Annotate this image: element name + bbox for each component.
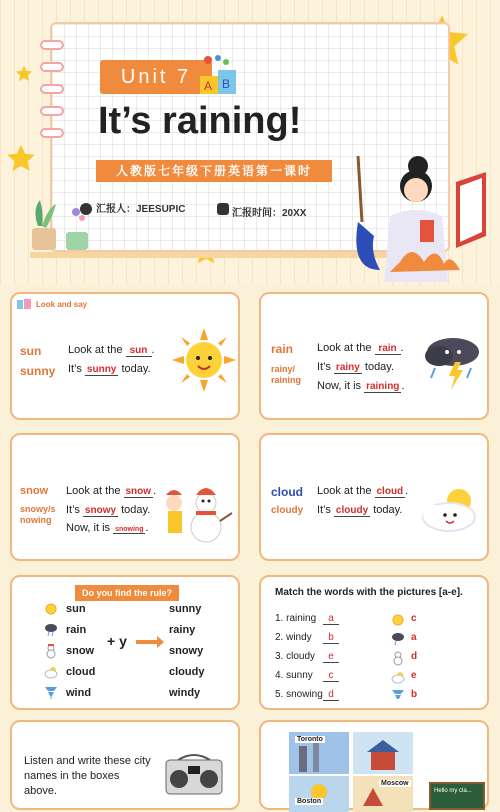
vocab-word: sunny: [20, 364, 56, 378]
rule-row: snow snowy: [12, 643, 242, 661]
radio-icon[interactable]: [164, 752, 224, 796]
tornado-icon: [391, 689, 405, 703]
listen-instruction: Listen and write these city names in the boxes above.: [24, 755, 151, 797]
rain-icon: [391, 632, 405, 646]
answer-blank[interactable]: c: [323, 670, 339, 682]
title-slide: [0, 0, 500, 285]
answer-blank[interactable]: d: [323, 689, 339, 701]
sentence-line: It’s cloudy today.: [317, 504, 403, 516]
chalkboard: Hello my cla...: [429, 782, 485, 810]
cities-card: [259, 720, 489, 810]
sun-icon: [44, 602, 58, 616]
cloud-icon: [391, 670, 405, 684]
match-title: Match the words with the pictures [a-e].: [275, 587, 463, 598]
answer-blank[interactable]: cloud: [376, 486, 404, 497]
sun-icon: [172, 328, 236, 392]
storm-cloud-icon: [421, 332, 483, 392]
ring-icon: [40, 40, 64, 50]
match-row: 3. cloudy e d: [275, 651, 485, 669]
answer-blank[interactable]: snowy: [84, 505, 117, 516]
rule-card: [10, 575, 240, 710]
vocab-word: rain: [271, 342, 294, 356]
arrow-right-icon: [136, 640, 158, 644]
tornado-icon: [44, 686, 58, 700]
plus-y-label: + y: [107, 633, 127, 649]
answer-blank[interactable]: cloudy: [335, 505, 369, 516]
star-icon: [4, 142, 38, 176]
listen-card: [10, 720, 240, 810]
teacher-illustration: [340, 152, 490, 282]
sentence-line: It’s rainy today.: [317, 361, 395, 373]
match-card: [259, 575, 489, 710]
ring-icon: [40, 128, 64, 138]
answer-blank[interactable]: a: [323, 613, 339, 625]
vocab-word: sun: [20, 344, 42, 358]
unit-label: Unit 7: [100, 60, 212, 94]
answer-blank[interactable]: sun: [126, 345, 152, 357]
lesson-card-snow: [10, 433, 240, 561]
abc-blocks-icon: [198, 52, 240, 98]
answer-blank[interactable]: rainy: [335, 362, 360, 373]
look-and-say-label: Look and say: [36, 300, 88, 309]
rule-row: rain rainy: [12, 622, 242, 640]
abc-letter-a: A: [204, 79, 213, 93]
vocab-word: cloudy: [271, 505, 304, 516]
subtitle-banner: 人教版七年级下册英语第一课时: [96, 160, 332, 182]
page-title: It’s raining!: [98, 100, 302, 142]
rule-title: Do you find the rule?: [75, 585, 179, 601]
sentence-line: Now, it is raining .: [317, 380, 405, 392]
answer-blank[interactable]: e: [323, 651, 339, 663]
picture-letter: d: [411, 651, 418, 662]
rule-row: wind windy: [12, 685, 242, 703]
sentence-line: Look at the cloud .: [317, 485, 409, 497]
abc-letter-b: B: [222, 77, 231, 91]
picture-letter: e: [411, 670, 417, 681]
city-label: Toronto: [297, 736, 323, 743]
cloud-sun-icon: [417, 483, 485, 539]
potted-plant-icon: [26, 196, 96, 256]
lesson-card-rain: [259, 292, 489, 420]
ring-icon: [40, 106, 64, 116]
match-row: 4. sunny c e: [275, 670, 485, 688]
sentence-line: Look at the snow .: [66, 485, 157, 497]
book-icon: [16, 298, 32, 310]
match-row: 1. raining a c: [275, 613, 485, 631]
city-label: Moscow: [381, 780, 409, 787]
answer-blank[interactable]: rain: [375, 343, 401, 355]
rule-row: cloud cloudy: [12, 664, 242, 682]
ring-icon: [40, 84, 64, 94]
reporter-label: 汇报人：JEESUPIC: [96, 204, 186, 215]
answer-blank[interactable]: snowing: [115, 526, 144, 533]
vocab-word: cloud: [271, 485, 303, 499]
sentence-line: Now, it is snowing .: [66, 522, 149, 534]
vocab-word: snow: [20, 485, 49, 497]
picture-letter: c: [411, 613, 417, 624]
sentence-line: Look at the sun .: [68, 344, 155, 356]
sentence-line: It’s snowy today.: [66, 504, 151, 516]
sun-icon: [391, 613, 405, 627]
snowman-icon: [391, 651, 405, 665]
answer-blank[interactable]: sunny: [86, 364, 117, 375]
city-label: Boston: [297, 798, 322, 805]
vocab-word: snowy/s nowing: [20, 504, 56, 525]
picture-letter: b: [411, 689, 418, 700]
rule-row: sun sunny: [12, 601, 242, 619]
sentence-line: Look at the rain .: [317, 342, 404, 354]
ring-icon: [40, 62, 64, 72]
snowman-icon: [44, 644, 58, 658]
match-row: 2. windy b a: [275, 632, 485, 650]
picture-letter: a: [411, 632, 417, 643]
lesson-card-sun: [10, 292, 240, 420]
lesson-card-cloud: [259, 433, 489, 561]
cloud-icon: [44, 665, 58, 679]
snowman-icon: [160, 481, 236, 547]
rain-icon: [44, 623, 58, 637]
sentence-line: It’s sunny today.: [68, 363, 151, 375]
answer-blank[interactable]: b: [323, 632, 339, 644]
star-icon: [14, 64, 34, 84]
match-row: 5. snowing d b: [275, 689, 485, 707]
calendar-icon: [217, 203, 229, 215]
answer-blank[interactable]: raining: [366, 381, 400, 392]
vocab-word: rainy/ raining: [271, 364, 302, 385]
shelf-line: [30, 252, 390, 258]
report-time-label: 汇报时间：20XX: [232, 208, 307, 219]
answer-blank[interactable]: snow: [125, 486, 152, 497]
